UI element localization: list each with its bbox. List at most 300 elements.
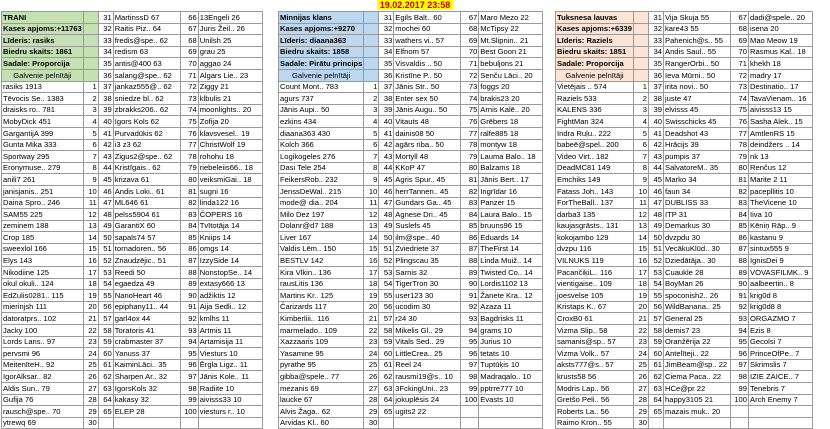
player-rank: 23	[634, 336, 649, 348]
player-rank: 45	[649, 174, 664, 186]
player-name: Jānis Augu.. 50	[394, 104, 461, 116]
player-rank: 33	[379, 35, 394, 47]
header-filler	[83, 58, 98, 70]
table-row	[556, 93, 813, 105]
player-rank: 43	[379, 151, 394, 163]
player-rank: 33	[649, 35, 664, 47]
player-rank: 27	[83, 383, 98, 395]
player-name: KaiminLāci.. 35	[113, 359, 180, 371]
player-name: Destinatio.. 17	[749, 81, 813, 93]
player-rank: 38	[379, 93, 394, 105]
player-name	[479, 417, 543, 429]
table-row	[279, 325, 543, 337]
player-rank: 35	[379, 58, 394, 70]
player-rank: 14	[364, 232, 379, 244]
table-row	[2, 371, 263, 383]
player-rank: 70	[461, 46, 479, 58]
player-name: kakasy 32	[113, 394, 180, 406]
player-name: FeikersRob.. 232	[279, 174, 364, 186]
player-name: jokuplēsis 24	[394, 394, 461, 406]
table-row	[279, 417, 543, 429]
player-name: dadi@spele.. 20	[749, 12, 813, 24]
player-name: marmelado.. 109	[279, 325, 364, 337]
table-row	[2, 267, 263, 279]
player-rank: 64	[98, 394, 113, 406]
player-rank: 73	[731, 81, 749, 93]
player-name: GarantiX 60	[113, 220, 180, 232]
player-name: laucke 67	[279, 394, 364, 406]
player-name: Eronymuse.. 279	[2, 162, 84, 174]
player-name: NonstopSe.. 14	[198, 267, 262, 279]
player-rank: 38	[98, 93, 113, 105]
player-name: CroxB0 61	[556, 313, 634, 325]
player-rank: 8	[634, 162, 649, 174]
player-name: Juris Žeil.. 26	[198, 23, 262, 35]
player-name: Vitauts 48	[394, 116, 461, 128]
player-rank: 12	[364, 209, 379, 221]
header-filler	[364, 46, 379, 58]
table-row	[556, 58, 813, 70]
player-name: SalvatoreM.. 35	[664, 162, 731, 174]
player-rank: 31	[379, 12, 394, 24]
table-row	[2, 58, 263, 70]
player-rank: 54	[649, 278, 664, 290]
player-rank: 33	[98, 35, 113, 47]
table-row	[279, 139, 543, 151]
player-name: Jānis Bert.. 17	[479, 174, 543, 186]
table-row	[556, 325, 813, 337]
player-rank: 16	[364, 255, 379, 267]
player-rank: 92	[180, 313, 198, 325]
player-rank: 91	[461, 290, 479, 302]
player-name: Twisted Co.. 14	[479, 267, 543, 279]
player-name: General 25	[664, 313, 731, 325]
player-rank: 98	[731, 371, 749, 383]
player-name: Indra Ruļu.. 222	[556, 127, 634, 139]
player-rank: 45	[98, 174, 113, 186]
player-rank: 87	[180, 255, 198, 267]
clan-header-cell: Biedru skaits: 1851	[556, 46, 634, 58]
player-name: anili7 261	[2, 174, 84, 186]
player-name: Unilsh 25	[198, 35, 262, 47]
player-name: Dolanr@d7 188	[279, 220, 364, 232]
header-filler	[83, 35, 98, 47]
player-rank: 37	[98, 81, 113, 93]
table-row	[279, 93, 543, 105]
player-rank: 24	[364, 348, 379, 360]
player-rank: 10	[83, 185, 98, 197]
player-rank: 53	[98, 267, 113, 279]
player-rank: 38	[649, 93, 664, 105]
player-name: juste 47	[664, 93, 731, 105]
player-rank: 49	[98, 220, 113, 232]
player-name: Agris Spur.. 45	[394, 174, 461, 186]
player-name: Marko 34	[664, 174, 731, 186]
player-name: Vietējais .. 574	[556, 81, 634, 93]
player-rank: 46	[379, 185, 394, 197]
player-rank: 99	[180, 394, 198, 406]
player-rank: 7	[634, 151, 649, 163]
player-name: Dasi Tele 254	[279, 162, 364, 174]
player-rank: 64	[379, 394, 394, 406]
player-name: foggs 20	[479, 81, 543, 93]
table-row	[279, 220, 543, 232]
player-name: Radiite 10	[198, 383, 262, 395]
clan-table	[1, 11, 263, 429]
player-name: ORGAZMO 7	[749, 313, 813, 325]
player-name: IzzySide 14	[198, 255, 262, 267]
player-name: Antelīteji.. 22	[664, 348, 731, 360]
player-rank	[461, 417, 479, 429]
table-row	[556, 348, 813, 360]
player-name: Roberts La.. 56	[556, 406, 634, 418]
player-rank: 43	[98, 151, 113, 163]
player-rank: 79	[180, 162, 198, 174]
player-rank: 1	[364, 81, 379, 93]
player-name: Artamisija 11	[198, 336, 262, 348]
player-rank: 11	[634, 197, 649, 209]
table-row	[556, 69, 813, 81]
player-name: TheVicene 10	[749, 197, 813, 209]
player-name: i3 z3 62	[113, 139, 180, 151]
table-row	[279, 69, 543, 81]
player-rank: 81	[731, 174, 749, 186]
player-rank	[461, 406, 479, 418]
player-name: herrTannen.. 45	[394, 185, 461, 197]
player-name: Grēbers 18	[479, 116, 543, 128]
player-name: Milo Dez 197	[279, 209, 364, 221]
table-row	[2, 232, 263, 244]
player-rank: 65	[379, 406, 394, 418]
table-row	[279, 394, 543, 406]
table-row	[2, 185, 263, 197]
table-row	[279, 104, 543, 116]
table-row	[279, 35, 543, 47]
player-name: krig0d8 8	[749, 301, 813, 313]
player-rank: 98	[461, 371, 479, 383]
player-rank: 48	[98, 209, 113, 221]
player-name: sugni 16	[198, 185, 262, 197]
table-row	[556, 290, 813, 302]
player-name: 3FckingUni.. 23	[394, 383, 461, 395]
player-name: ucodim 30	[394, 301, 461, 313]
player-rank: 54	[379, 278, 394, 290]
player-name: Renčus 12	[749, 162, 813, 174]
player-rank: 84	[461, 209, 479, 221]
table-row	[556, 336, 813, 348]
player-name: ForTheBall.. 137	[556, 197, 634, 209]
player-name: VOVASFILMK.. 9	[749, 267, 813, 279]
player-name: Sarnis 32	[394, 267, 461, 279]
player-name: Toratoris 41	[113, 325, 180, 337]
player-rank: 91	[731, 290, 749, 302]
player-rank: 20	[83, 301, 98, 313]
player-name: BoyMan 26	[664, 278, 731, 290]
player-name: Visvaldis .. 50	[394, 58, 461, 70]
player-name: PrinceOfPe.. 7	[749, 348, 813, 360]
player-name: Video Virt.. 182	[556, 151, 634, 163]
player-rank: 82	[180, 197, 198, 209]
table-row	[2, 325, 263, 337]
player-rank: 47	[649, 197, 664, 209]
player-name: Ciema Paca.. 22	[664, 371, 731, 383]
player-name: mazais muk.. 20	[664, 406, 731, 418]
player-rank: 7	[83, 151, 98, 163]
player-name: DUBLISS 33	[664, 197, 731, 209]
player-rank: 89	[180, 278, 198, 290]
player-rank: 39	[98, 104, 113, 116]
player-rank: 16	[634, 255, 649, 267]
player-rank: 86	[731, 232, 749, 244]
player-rank: 15	[364, 243, 379, 255]
player-rank: 48	[649, 209, 664, 221]
player-name: Zofija 20	[198, 116, 262, 128]
player-name: janisjanis.. 251	[2, 185, 84, 197]
player-name: Xazzaaris 109	[279, 336, 364, 348]
table-row	[279, 46, 543, 58]
player-name: rausmi19@s.. 10	[394, 371, 461, 383]
player-name: ytrewq 69	[2, 417, 84, 429]
clan-header-cell: Kases apjoms:+11763	[3, 24, 82, 34]
player-rank: 17	[83, 267, 98, 279]
player-name: dvzpu 116	[556, 243, 634, 255]
player-name: MeitenīteH.. 92	[2, 359, 84, 371]
player-rank: 14	[83, 232, 98, 244]
player-rank: 97	[180, 371, 198, 383]
player-rank: 96	[180, 359, 198, 371]
table-row	[279, 232, 543, 244]
player-rank: 48	[379, 209, 394, 221]
player-name: Vizma Volk.. 57	[556, 348, 634, 360]
player-rank	[180, 417, 198, 429]
table-row	[2, 383, 263, 395]
player-rank: 11	[364, 197, 379, 209]
table-row	[556, 232, 813, 244]
player-rank: 97	[731, 359, 749, 371]
player-rank: 39	[649, 104, 664, 116]
player-rank: 44	[379, 162, 394, 174]
player-rank: 55	[98, 290, 113, 302]
player-rank: 56	[649, 301, 664, 313]
player-name: VecākuKlūd.. 30	[664, 243, 731, 255]
clan-header-cell: Galvenie pelnītāji	[2, 69, 84, 81]
player-name: pervsmi 96	[2, 348, 84, 360]
player-name: draisks ro.. 781	[2, 104, 84, 116]
player-rank: 67	[180, 23, 198, 35]
player-rank: 70	[180, 58, 198, 70]
player-rank: 32	[379, 23, 394, 35]
player-name: jankaz555@.. 62	[113, 81, 180, 93]
player-rank: 49	[379, 220, 394, 232]
player-name: Raitis Piz.. 64	[113, 23, 180, 35]
player-rank: 27	[364, 383, 379, 395]
table-row	[2, 336, 263, 348]
player-name: Tēvocis Se.. 1383	[2, 93, 84, 105]
player-name: kmlhs 11	[198, 313, 262, 325]
clan-panel-1	[1, 11, 263, 428]
player-name: Cuaukle 28	[664, 267, 731, 279]
player-rank: 78	[461, 139, 479, 151]
player-rank: 8	[364, 162, 379, 174]
player-name: aalbeertin.. 8	[749, 278, 813, 290]
player-rank: 72	[180, 81, 198, 93]
player-rank: 44	[98, 162, 113, 174]
player-name: mezanis 69	[279, 383, 364, 395]
player-rank: 93	[731, 313, 749, 325]
player-name: Vija Skuja 55	[664, 12, 731, 24]
clan-header-cell: Sadale: Pirātu princips	[280, 58, 363, 68]
player-rank: 1	[83, 81, 98, 93]
player-rank: 36	[649, 69, 664, 81]
table-row	[2, 348, 263, 360]
player-rank: 27	[634, 383, 649, 395]
player-name: Raziels 533	[556, 93, 634, 105]
player-name: Arch Enemy 7	[749, 394, 813, 406]
player-name: ELEP 28	[113, 406, 180, 418]
player-rank: 6	[83, 139, 98, 151]
player-name: Iiva 10	[749, 209, 813, 221]
player-rank: 2	[83, 93, 98, 105]
player-name: kokojambo 129	[556, 232, 634, 244]
player-name: zeminem 188	[2, 220, 84, 232]
player-rank: 61	[649, 359, 664, 371]
player-rank: 50	[649, 232, 664, 244]
player-rank: 85	[461, 220, 479, 232]
player-rank: 85	[180, 232, 198, 244]
player-rank: 32	[649, 23, 664, 35]
player-rank: 41	[649, 127, 664, 139]
player-rank: 29	[83, 406, 98, 418]
player-rank: 49	[649, 220, 664, 232]
player-name: Senču Lāci.. 20	[479, 69, 543, 81]
header-filler	[364, 58, 379, 70]
player-name: Zigus2@spe.. 62	[113, 151, 180, 163]
player-rank: 56	[98, 301, 113, 313]
player-rank: 4	[364, 116, 379, 128]
player-name: Artmis 11	[198, 325, 262, 337]
player-rank: 89	[461, 267, 479, 279]
player-name: Arnis Kalē.. 20	[479, 104, 543, 116]
player-name: babeē@spel.. 200	[556, 139, 634, 151]
table-row	[556, 127, 813, 139]
player-name: datoratprs.. 102	[2, 313, 84, 325]
player-name: Madraqalo.. 10	[479, 371, 543, 383]
player-rank: 79	[461, 151, 479, 163]
player-rank: 59	[98, 336, 113, 348]
player-name: Daina Spro.. 246	[2, 197, 84, 209]
player-name: Mikelis Gl.. 29	[394, 325, 461, 337]
header-filler	[634, 46, 649, 58]
table-row	[556, 359, 813, 371]
player-rank: 77	[731, 127, 749, 139]
player-rank: 40	[379, 116, 394, 128]
table-row	[279, 151, 543, 163]
header-filler	[634, 35, 649, 47]
player-name: Balzams 18	[479, 162, 543, 174]
player-rank: 22	[364, 325, 379, 337]
player-name: Tenebris 7	[749, 383, 813, 395]
player-name: Andis Loki.. 61	[113, 185, 180, 197]
player-name: Gecolsi 7	[749, 336, 813, 348]
player-name: Tvītotāja 14	[198, 220, 262, 232]
player-rank: 83	[180, 209, 198, 221]
clan-header-cell: Līderis: Raziels	[556, 35, 634, 47]
player-name: Mt.Slipnin.. 21	[479, 35, 543, 47]
player-rank: 77	[180, 139, 198, 151]
player-rank: 73	[180, 93, 198, 105]
player-rank: 57	[379, 313, 394, 325]
player-name: nk 13	[749, 151, 813, 163]
table-row	[279, 162, 543, 174]
player-rank: 72	[461, 69, 479, 81]
player-rank: 75	[180, 116, 198, 128]
player-name: redism 63	[113, 46, 180, 58]
player-rank: 4	[634, 116, 649, 128]
player-name: DeadMC81 149	[556, 162, 634, 174]
player-rank: 75	[731, 104, 749, 116]
player-name: Swisschicks 45	[664, 116, 731, 128]
player-name: okul okuli.. 124	[2, 278, 84, 290]
table-row	[279, 371, 543, 383]
player-name: IgorAlksar.. 82	[2, 371, 84, 383]
player-name: Gufija 76	[2, 394, 84, 406]
player-rank: 55	[649, 290, 664, 302]
player-name: darba3 135	[556, 209, 634, 221]
player-rank: 21	[634, 313, 649, 325]
player-name: omgs 14	[198, 243, 262, 255]
player-name: aivisss33 10	[198, 394, 262, 406]
clan-header-cell: Kases apjoms:+6339	[557, 24, 632, 34]
table-row	[2, 290, 263, 302]
table-row	[279, 348, 543, 360]
table-row	[556, 220, 813, 232]
player-rank: 88	[731, 255, 749, 267]
table-row	[279, 290, 543, 302]
player-rank: 92	[731, 301, 749, 313]
player-name: agārs riba.. 50	[394, 139, 461, 151]
header-filler	[634, 58, 649, 70]
table-row	[2, 174, 263, 186]
player-name: RangerOrbi.. 50	[664, 58, 731, 70]
player-name: Andis Saul.. 55	[664, 46, 731, 58]
player-rank: 6	[364, 139, 379, 151]
player-rank: 42	[98, 139, 113, 151]
player-rank: 71	[180, 69, 198, 81]
player-rank: 31	[649, 12, 664, 24]
table-row	[279, 127, 543, 139]
table-row	[279, 58, 543, 70]
table-row	[556, 23, 813, 35]
player-rank: 95	[461, 336, 479, 348]
player-rank: 67	[461, 12, 479, 24]
player-name: Oranžērija 22	[664, 336, 731, 348]
player-name: Jānis Aupi.. 50	[279, 104, 364, 116]
player-rank: 68	[731, 23, 749, 35]
player-rank: 28	[634, 394, 649, 406]
player-name: demis7 23	[664, 325, 731, 337]
header-filler	[634, 12, 649, 24]
player-rank: 90	[731, 278, 749, 290]
player-rank: 8	[83, 162, 98, 174]
player-name: Jānis Str.. 50	[394, 81, 461, 93]
player-name: sniedze bl.. 62	[113, 93, 180, 105]
table-row	[556, 116, 813, 128]
player-name: grau 25	[198, 46, 262, 58]
player-rank: 51	[98, 243, 113, 255]
player-rank: 90	[180, 290, 198, 302]
player-rank: 70	[731, 46, 749, 58]
player-rank: 92	[461, 301, 479, 313]
